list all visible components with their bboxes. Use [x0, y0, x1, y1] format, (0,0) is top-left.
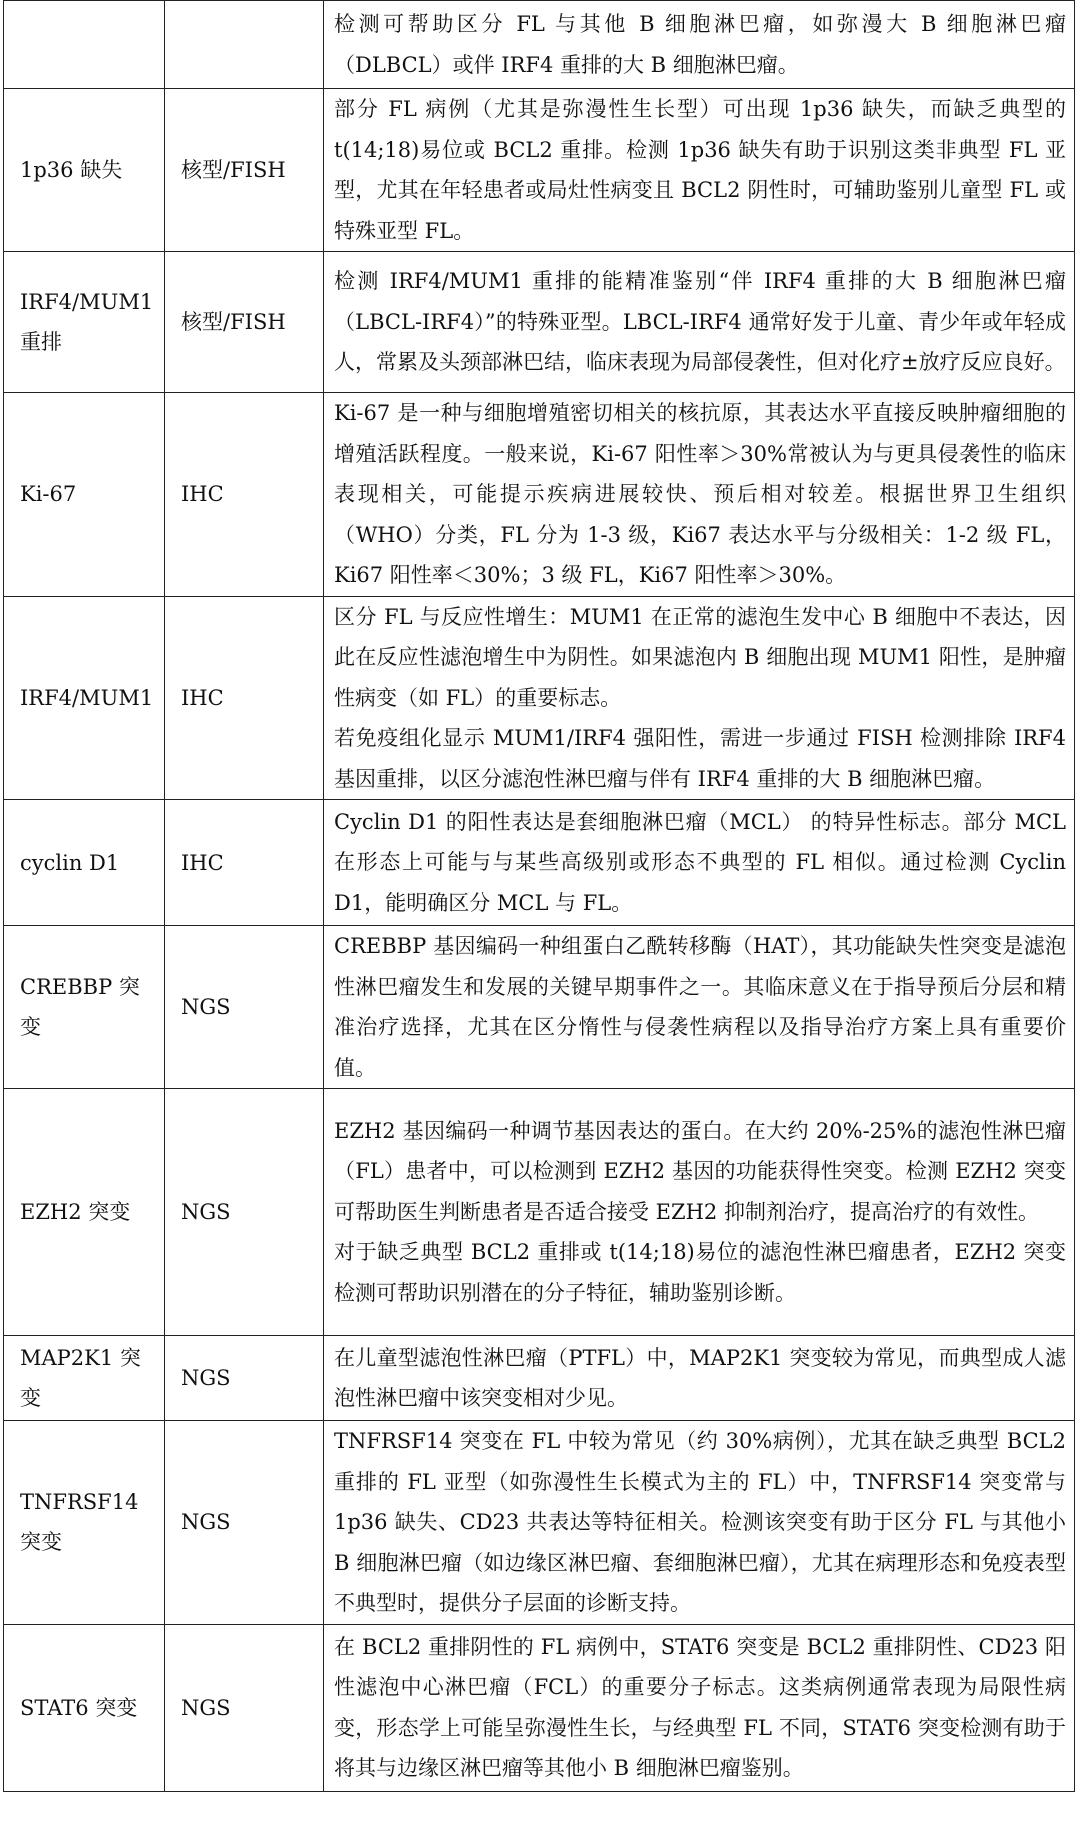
description-paragraph: Ki-67 是一种与细胞增殖密切相关的核抗原，其表达水平直接反映肿瘤细胞的增殖活跃程度。一般来说，Ki-67 阳性率＞30%常被认为与更具侵袭性的临床表现相关，可能提示疾病进展较快、预后相对较差。根据世界卫生组织（WHO）分类，FL 分为 1-3 级，Ki67 表达水平与分级相关：1-2 级 FL，Ki67 阳性率＜30%；3 级 FL，Ki67 阳性率＞30%。 [334, 401, 1066, 587]
marker-name-cell: IRF4/MUM1 重排 [4, 252, 165, 393]
table-row [4, 926, 1075, 1089]
description-paragraph: EZH2 基因编码一种调节基因表达的蛋白。在大约 20%-25%的滤泡性淋巴瘤（FL）患者中，可以检测到 EZH2 基因的功能获得性突变。检测 EZH2 突变可帮助医生判断患者是否适合接受 EZH2 抑制剂治疗，提高治疗的有效性。 [334, 1118, 1066, 1224]
detection-method-cell: NGS [165, 1421, 324, 1625]
description-paragraph: 在 BCL2 重排阴性的 FL 病例中，STAT6 突变是 BCL2 重排阴性、CD23 阳性滤泡中心淋巴瘤（FCL）的重要分子标志。这类病例通常表现为局限性病变，形态学上可能呈弥漫性生长，与经典型 FL 不同，STAT6 突变检测有助于将其与边缘区淋巴瘤等其他小 B 细胞淋巴瘤鉴别。 [334, 1634, 1066, 1780]
marker-name-cell: MAP2K1 突变 [4, 1336, 165, 1421]
table-row [4, 800, 1075, 926]
marker-name-cell: CREBBP 突变 [4, 926, 165, 1089]
detection-method-cell: IHC [165, 596, 324, 800]
description-paragraph: Cyclin D1 的阳性表达是套细胞淋巴瘤（MCL） 的特异性标志。部分 MCL 在形态上可能与与某些高级别或形态不典型的 FL 相似。通过检测 Cyclin D1，能明确区分 MCL 与 FL。 [334, 809, 1066, 915]
clinical-significance-cell [324, 1624, 1075, 1791]
detection-method-cell [165, 1, 324, 89]
clinical-significance-cell [324, 1089, 1075, 1336]
clinical-significance-cell [324, 1421, 1075, 1625]
clinical-significance-cell [324, 596, 1075, 800]
description-paragraph: TNFRSF14 突变在 FL 中较为常见（约 30%病例），尤其在缺乏典型 BCL2 重排的 FL 亚型（如弥漫性生长模式为主的 FL）中，TNFRSF14 突变常与 1p36 缺失、CD23 共表达等特征相关。检测该突变有助于区分 FL 与其他小 B 细胞淋巴瘤（如边缘区淋巴瘤、套细胞淋巴瘤），尤其在病理形态和免疫表型不典型时，提供分子层面的诊断支持。 [334, 1429, 1066, 1615]
detection-method-cell: IHC [165, 800, 324, 926]
clinical-significance-cell [324, 393, 1075, 597]
clinical-significance-cell [324, 89, 1075, 252]
table-row [4, 89, 1075, 252]
table-row [4, 1089, 1075, 1336]
description-paragraph: 对于缺乏典型 BCL2 重排或 t(14;18)易位的滤泡性淋巴瘤患者，EZH2 突变检测可帮助识别潜在的分子特征，辅助鉴别诊断。 [334, 1240, 1066, 1305]
table-row [4, 252, 1075, 393]
marker-name-cell: Ki-67 [4, 393, 165, 597]
table-row [4, 393, 1075, 597]
description-paragraph: 检测 IRF4/MUM1 重排的能精准鉴别“伴 IRF4 重排的大 B 细胞淋巴瘤（LBCL-IRF4）”的特殊亚型。LBCL-IRF4 通常好发于儿童、青少年或年轻成人，常累及头颈部淋巴结，临床表现为局部侵袭性，但对化疗±放疗反应良好。 [334, 269, 1066, 375]
detection-method-cell: 核型/FISH [165, 252, 324, 393]
marker-name-cell: 1p36 缺失 [4, 89, 165, 252]
description-paragraph: 若免疫组化显示 MUM1/IRF4 强阳性，需进一步通过 FISH 检测排除 IRF4 基因重排，以区分滤泡性淋巴瘤与伴有 IRF4 重排的大 B 细胞淋巴瘤。 [334, 726, 1066, 791]
detection-method-cell: NGS [165, 1336, 324, 1421]
detection-method-cell: NGS [165, 1089, 324, 1336]
table-row [4, 1624, 1075, 1791]
description-paragraph: 在儿童型滤泡性淋巴瘤（PTFL）中，MAP2K1 突变较为常见，而典型成人滤泡性淋巴瘤中该突变相对少见。 [334, 1345, 1066, 1410]
marker-name-cell: cyclin D1 [4, 800, 165, 926]
marker-table [3, 0, 1075, 1792]
table-row [4, 1421, 1075, 1625]
marker-name-cell: TNFRSF14 突变 [4, 1421, 165, 1625]
marker-name-cell: EZH2 突变 [4, 1089, 165, 1336]
table-row [4, 1, 1075, 89]
description-paragraph: 部分 FL 病例（尤其是弥漫性生长型）可出现 1p36 缺失，而缺乏典型的 t(14;18)易位或 BCL2 重排。检测 1p36 缺失有助于识别这类非典型 FL 亚型，尤其在年轻患者或局灶性病变且 BCL2 阴性时，可辅助鉴别儿童型 FL 或特殊亚型 FL。 [334, 97, 1066, 243]
description-paragraph: 区分 FL 与反应性增生：MUM1 在正常的滤泡生发中心 B 细胞中不表达，因此在反应性滤泡增生中为阴性。如果滤泡内 B 细胞出现 MUM1 阳性，是肿瘤性病变（如 FL）的重要标志。 [334, 604, 1066, 710]
table-row [4, 1336, 1075, 1421]
detection-method-cell: NGS [165, 926, 324, 1089]
description-paragraph: CREBBP 基因编码一种组蛋白乙酰转移酶（HAT），其功能缺失性突变是滤泡性淋巴瘤发生和发展的关键早期事件之一。其临床意义在于指导预后分层和精准治疗选择，尤其在区分惰性与侵袭性病程以及指导治疗方案上具有重要价值。 [334, 934, 1066, 1080]
clinical-significance-cell [324, 1336, 1075, 1421]
marker-name-cell: STAT6 突变 [4, 1624, 165, 1791]
marker-name-cell: IRF4/MUM1 [4, 596, 165, 800]
clinical-significance-cell [324, 252, 1075, 393]
table-row [4, 596, 1075, 800]
clinical-significance-cell [324, 800, 1075, 926]
marker-name-cell [4, 1, 165, 89]
clinical-significance-cell [324, 1, 1075, 89]
clinical-significance-cell [324, 926, 1075, 1089]
detection-method-cell: NGS [165, 1624, 324, 1791]
marker-table-body [4, 1, 1075, 1792]
detection-method-cell: IHC [165, 393, 324, 597]
description-paragraph: 检测可帮助区分 FL 与其他 B 细胞淋巴瘤，如弥漫大 B 细胞淋巴瘤（DLBCL）或伴 IRF4 重排的大 B 细胞淋巴瘤。 [334, 12, 1066, 77]
detection-method-cell: 核型/FISH [165, 89, 324, 252]
